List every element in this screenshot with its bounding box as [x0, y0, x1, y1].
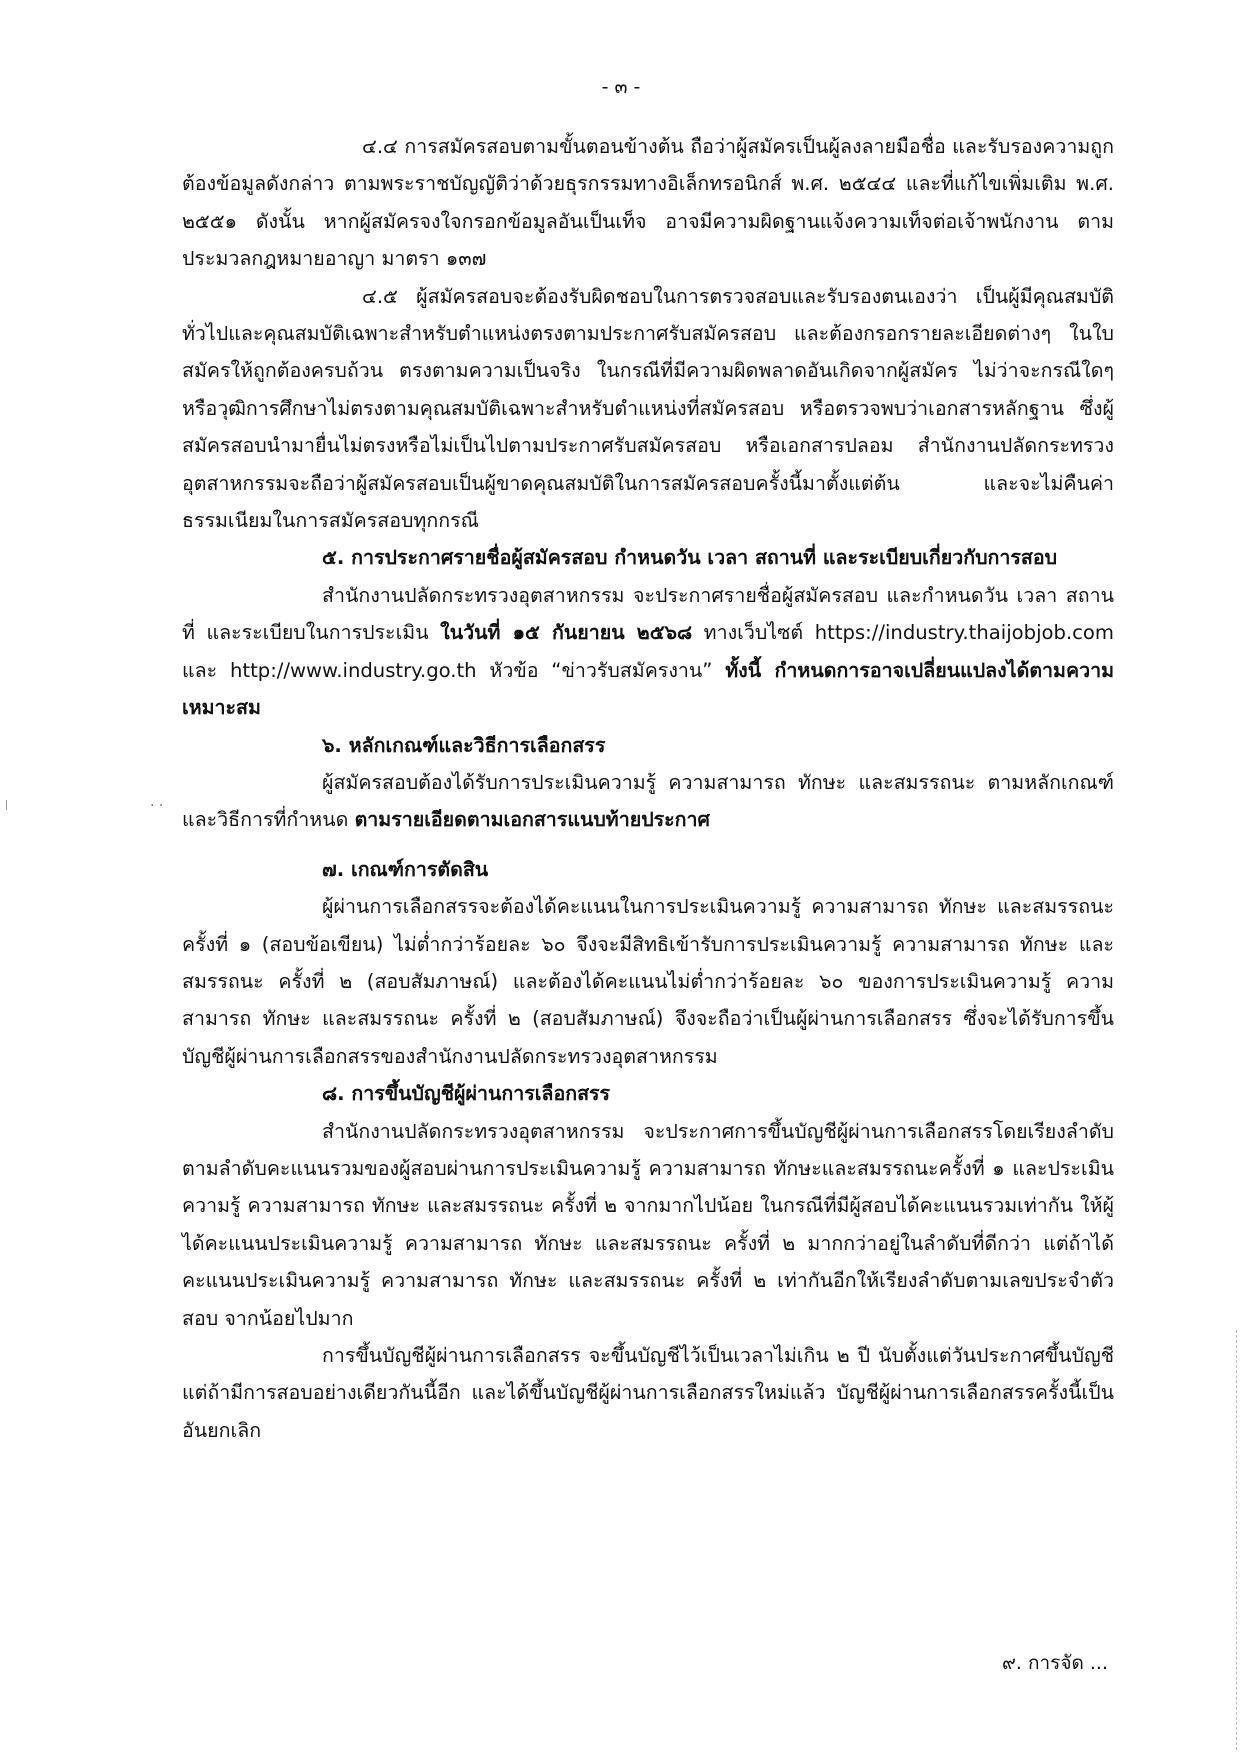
section-5-note: ทั้งนี้ กำหนดการอาจเปลี่ยนแปลงได้ตามความเหมาะสม — [182, 658, 1114, 720]
scan-edge-line — [1236, 1330, 1238, 1750]
section-8-text-2: การขึ้นบัญชีผู้ผ่านการเลือกสรร จะขึ้นบัญชีไว้เป็นเวลาไม่เกิน ๒ ปี นับตั้งแต่วันประกาศขึ้นบัญชี แต่ถ้ามีการสอบอย่างเดียวกันนี้อีก และได้ขึ้นบัญชีผู้ผ่านการเลือกสรรใหม่แล้ว บัญชีผู้ผ่านการเลือกสรรครั้งนี้เป็นอันยกเลิก — [182, 1344, 1114, 1442]
section-6-text — [182, 764, 1114, 839]
section-4-4-lead: ๔.๔ การสมัครสอบตามขั้นตอนข้างต้น ถือว่าผู้สมัครเป็นผู้ลงลายมือชื่อ และรับรองความ — [362, 135, 1091, 158]
page-number: - ๓ - — [601, 76, 641, 98]
section-8-heading: ๘. การขึ้นบัญชีผู้ผ่านการเลือกสรร — [322, 1082, 611, 1106]
section-6-text-bold: ตามรายเอียดตามเอกสารแนบท้ายประกาศ — [354, 808, 710, 832]
section-8-text-1: สำนักงานปลัดกระทรวงอุตสาหกรรม จะประกาศการขึ้นบัญชีผู้ผ่านการเลือกสรรโดยเรียงลำดับตามลำดับคะแนนรวมของผู้สอบผ่านการประเมินความรู้ ความสามารถ ทักษะและสมรรถนะครั้งที่ ๑ และประเมินความรู้ ความสามารถ ทักษะ และสมรรถนะ ครั้งที่ ๒ จากมากไปน้อย ในกรณีที่มีผู้สอบได้คะแนนรวมเท่ากัน ให้ผู้ได้คะแนนประเมินความรู้ ความสามารถ ทักษะ และสมรรถนะ ครั้งที่ ๒ มากกว่าอยู่ในลำดับที่ดีกว่า แต่ถ้าได้คะแนนประเมินความรู้ ความสามารถ ทักษะ และสมรรถนะ ครั้งที่ ๒ เท่ากันอีกให้เรียงลำดับตามเลขประจำตัวสอบ จากน้อยไปมาก — [182, 1119, 1114, 1330]
section-5-date: ในวันที่ ๑๕ กันยายน ๒๕๖๘ — [440, 621, 693, 645]
section-5-text — [182, 577, 1114, 727]
section-4-4-rest: ถูกต้องข้อมูลดังกล่าว ตามพระราชบัญญัติว่าด้วยธุรกรรมทางอิเล็กทรอนิกส์ พ.ศ. ๒๕๔๔ และที่แก้ไขเพิ่มเติม พ.ศ. ๒๕๕๑ ดังนั้น หากผู้สมัครจงใจกรอกข้อมูลอันเป็นเท็จ อาจมีความผิดฐานแจ้งความเท็จต่อเจ้าพนักงาน ตามประมวลกฎหมายอาญา มาตรา ๑๓๗ — [182, 135, 1114, 271]
section-4-5: ๔.๕ ผู้สมัครสอบจะต้องรับผิดชอบในการตรวจสอบและรับรองตนเองว่า เป็นผู้มีคุณสมบัติทั่วไปและคุณสมบัติเฉพาะสำหรับตำแหน่งตรงตามประกาศรับสมัครสอบ และต้องกรอกรายละเอียดต่างๆ ในใบสมัครให้ถูกต้องครบถ้วน ตรงตามความเป็นจริง ในกรณีที่มีความผิดพลาดอันเกิดจากผู้สมัคร ไม่ว่าจะกรณีใดๆ หรือวุฒิการศึกษาไม่ตรงตามคุณสมบัติเฉพาะสำหรับตำแหน่งที่สมัครสอบ หรือตรวจพบว่าเอกสารหลักฐาน ซึ่งผู้สมัครสอบนำมายื่นไม่ตรงหรือไม่เป็นไปตามประกาศรับสมัครสอบ หรือเอกสารปลอม สำนักงานปลัดกระทรวงอุตสาหกรรมจะถือว่าผู้สมัครสอบเป็นผู้ขาดคุณสมบัติในการสมัครสอบครั้งนี้มาตั้งแต่ต้น และจะไม่คืนค่าธรรมเนียมในการสมัครสอบทุกกรณี — [182, 284, 1114, 533]
section-7-text: ผู้ผ่านการเลือกสรรจะต้องได้คะแนนในการประเมินความรู้ ความสามารถ ทักษะ และสมรรถนะ ครั้งที่ ๑ (สอบข้อเขียน) ไม่ต่ำกว่าร้อยละ ๖๐ จึงจะมีสิทธิเข้ารับการประเมินความรู้ ความสามารถ ทักษะ และสมรรถนะ ครั้งที่ ๒ (สอบสัมภาษณ์) และต้องได้คะแนนไม่ต่ำกว่าร้อยละ ๖๐ ของการประเมินความรู้ ความสามารถ ทักษะ และสมรรถนะ ครั้งที่ ๒ (สอบสัมภาษณ์) จึงจะถือว่าเป็นผู้ผ่านการเลือกสรร ซึ่งจะได้รับการขึ้นบัญชีผู้ผ่านการเลือกสรรของสำนักงานปลัดกระทรวงอุตสาหกรรม — [182, 895, 1114, 1068]
scan-margin-dots: . . — [150, 794, 164, 810]
scan-margin-mark — [6, 800, 11, 810]
section-7-heading: ๗. เกณฑ์การตัดสิน — [322, 857, 489, 881]
section-6-heading: ๖. หลักเกณฑ์และวิธีการเลือกสรร — [322, 733, 606, 757]
document-body — [182, 128, 1114, 1449]
section-4-4 — [182, 128, 1114, 278]
section-5-heading: ๕. การประกาศรายชื่อผู้สมัครสอบ กำหนดวัน เวลา สถานที่ และระเบียบเกี่ยวกับการสอบ — [322, 546, 1058, 570]
section-5-text-b: ทางเว็บไซต์ https://industry.thaijobjob.com และ http://www.industry.go.th หัวข้อ “ข่าวรับสมัครงาน” — [182, 621, 1115, 682]
section-6-text-plain: ผู้สมัครสอบต้องได้รับการประเมินความรู้ ความสามารถ ทักษะ และสมรรถนะ ตามหลักเกณฑ์และวิธีการที่กำหนด — [182, 770, 1114, 832]
section-5-text-a: สำนักงานปลัดกระทรวงอุตสาหกรรม จะประกาศรายชื่อผู้สมัครสอบ และกำหนดวัน เวลา สถานที่ และระเบียบในการประเมิน — [182, 583, 1114, 645]
continuation-footer: ๙. การจัด ... — [1001, 1652, 1108, 1674]
